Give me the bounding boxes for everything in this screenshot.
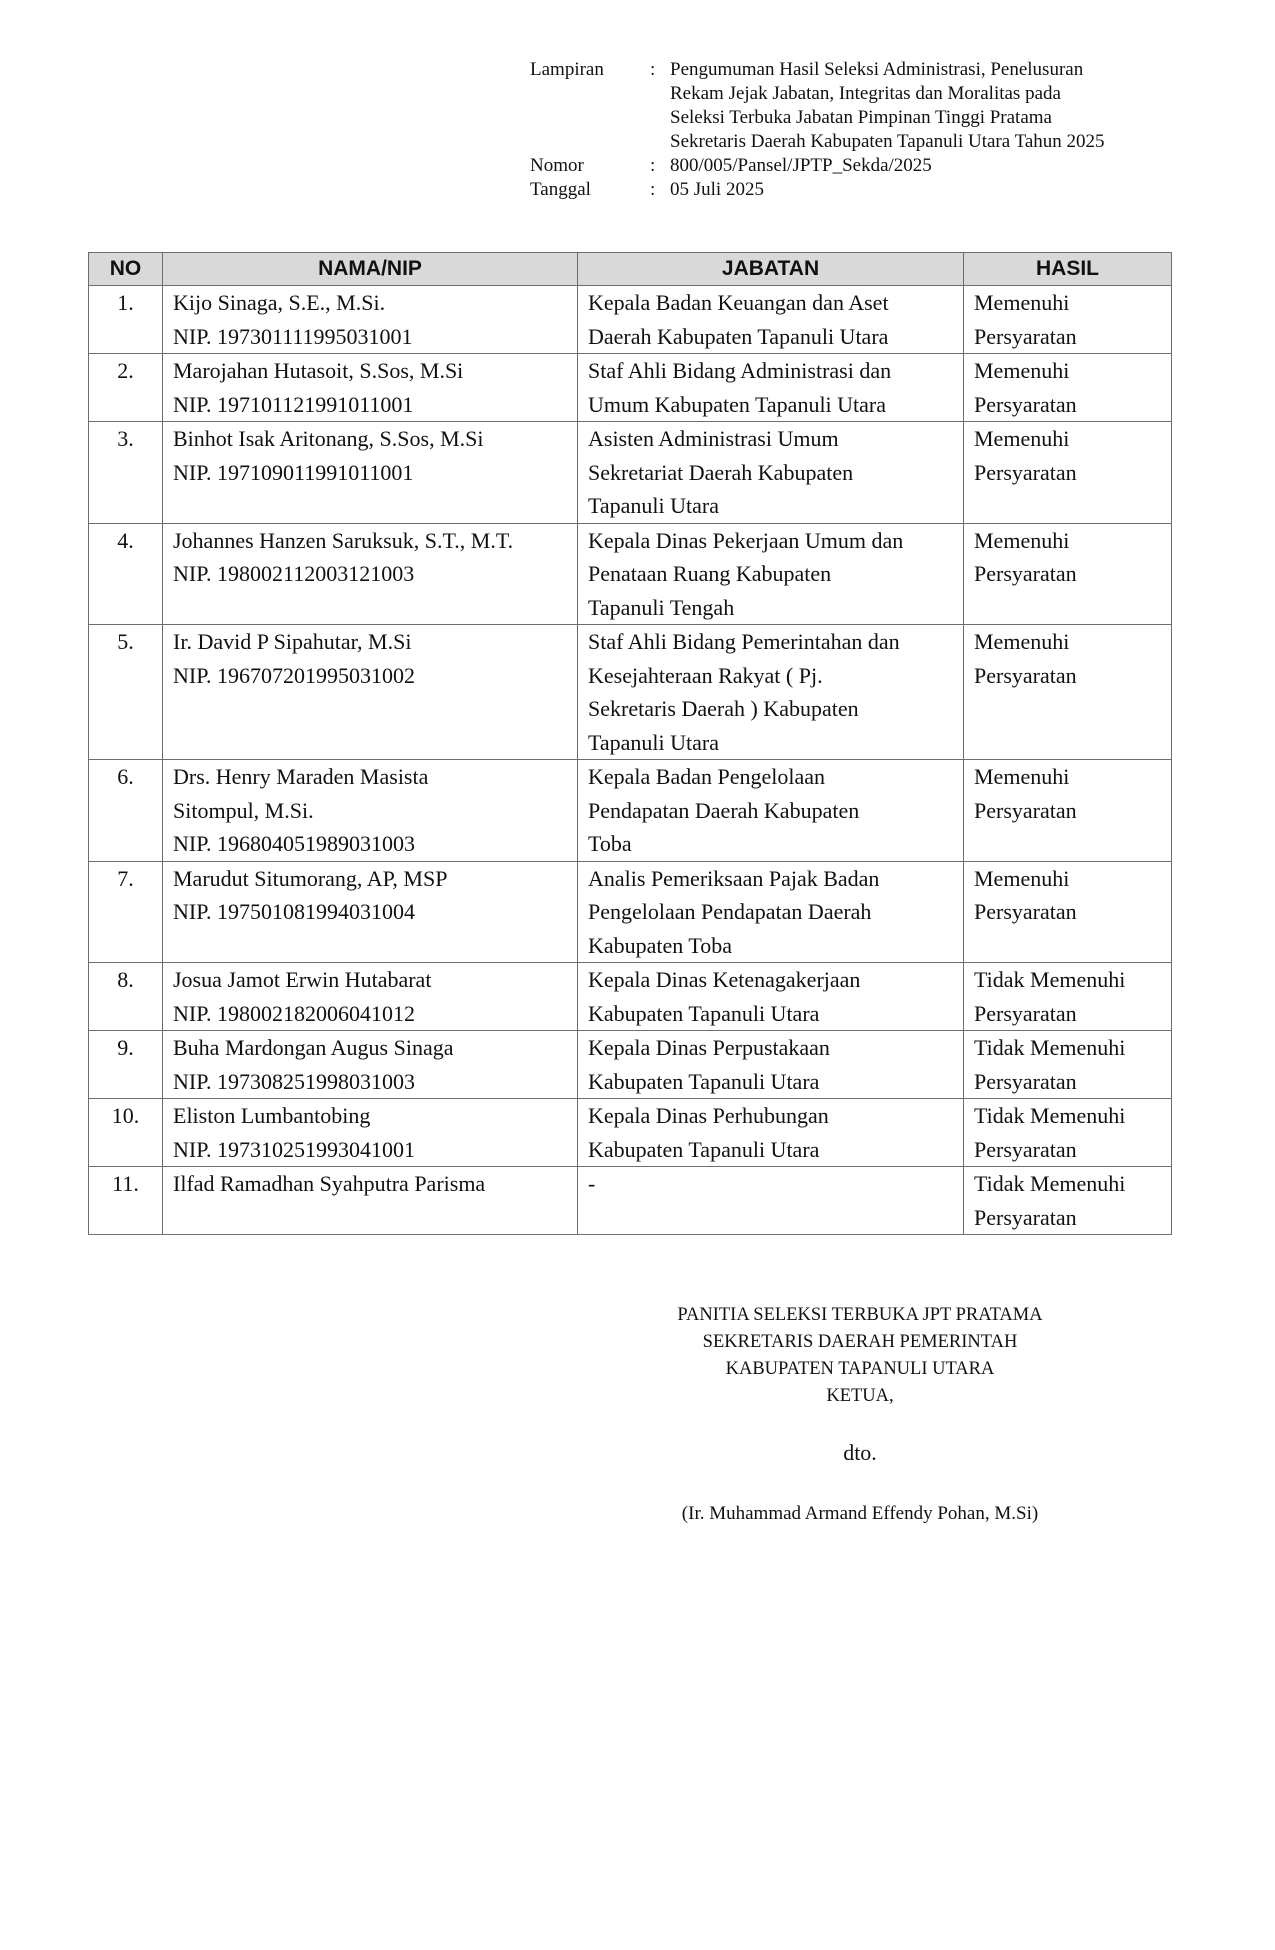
- nama-line: Buha Mardongan Augus Sinaga: [173, 1035, 454, 1060]
- cell-nama: [163, 625, 578, 760]
- lampiran-line: Pengumuman Hasil Seleksi Administrasi, Penelusuran: [670, 59, 1084, 80]
- table-row: [89, 760, 1172, 862]
- table-row: [89, 523, 1172, 625]
- signature-line: PANITIA SELEKSI TERBUKA JPT PRATAMA: [677, 1305, 1043, 1325]
- nama-line: NIP. 198002112003121003: [173, 561, 415, 586]
- table-row: [89, 963, 1172, 1031]
- jabatan-line: Pengelolaan Pendapatan Daerah: [588, 899, 872, 924]
- hasil-line: Persyaratan: [974, 797, 1077, 823]
- hasil-line: Persyaratan: [974, 1136, 1077, 1162]
- cell-no: 7.: [89, 861, 163, 963]
- header-no: NO: [89, 253, 163, 286]
- nama-line: NIP. 197308251998031003: [173, 1068, 416, 1094]
- hasil-line: Persyaratan: [974, 459, 1077, 485]
- cell-no: 6.: [89, 760, 163, 862]
- cell-hasil: [964, 1167, 1172, 1235]
- hasil-line: Persyaratan: [974, 1068, 1077, 1094]
- cell-nama: [163, 422, 578, 524]
- cell-jabatan: [578, 1031, 964, 1099]
- hasil-line: Persyaratan: [974, 323, 1077, 349]
- cell-jabatan: [578, 861, 964, 963]
- jabatan-line: Kepala Dinas Ketenagakerjaan: [588, 967, 861, 992]
- table-row: [89, 1167, 1172, 1235]
- header-hasil: HASIL: [964, 253, 1172, 286]
- nama-line: Marojahan Hutasoit, S.Sos, M.Si: [173, 358, 464, 383]
- jabatan-line: Umum Kabupaten Tapanuli Utara: [588, 391, 887, 417]
- jabatan-line: Kepala Badan Keuangan dan Aset: [588, 290, 889, 315]
- cell-hasil: [964, 1099, 1172, 1167]
- hasil-line: Memenuhi: [974, 358, 1070, 383]
- cell-no: 3.: [89, 422, 163, 524]
- hasil-line: Memenuhi: [974, 764, 1070, 789]
- jabatan-line: -: [588, 1171, 596, 1196]
- nama-line: Sitompul, M.Si.: [173, 797, 314, 823]
- results-table: [88, 252, 1172, 1235]
- jabatan-line: Kabupaten Tapanuli Utara: [588, 1000, 820, 1026]
- jabatan-line: Sekretariat Daerah Kabupaten: [588, 459, 854, 485]
- cell-no: 4.: [89, 523, 163, 625]
- cell-jabatan: [578, 422, 964, 524]
- nama-line: Binhot Isak Aritonang, S.Sos, M.Si: [173, 426, 484, 451]
- nomor-colon: :: [650, 155, 656, 176]
- nama-line: Drs. Henry Maraden Masista: [173, 764, 429, 789]
- cell-no: 10.: [89, 1099, 163, 1167]
- jabatan-line: Kepala Dinas Pekerjaan Umum dan: [588, 527, 904, 553]
- cell-jabatan: [578, 523, 964, 625]
- table-row: [89, 286, 1172, 354]
- cell-hasil: [964, 354, 1172, 422]
- jabatan-line: Sekretaris Daerah ) Kabupaten: [588, 696, 859, 721]
- signature-block: [600, 1302, 1120, 1410]
- hasil-line: Memenuhi: [974, 629, 1070, 654]
- cell-jabatan: [578, 963, 964, 1031]
- cell-no: 11.: [89, 1167, 163, 1235]
- header-jabatan: JABATAN: [578, 253, 964, 286]
- table-row: [89, 1099, 1172, 1167]
- nama-line: Eliston Lumbantobing: [173, 1103, 371, 1128]
- cell-no: 1.: [89, 286, 163, 354]
- cell-jabatan: [578, 354, 964, 422]
- jabatan-line: Tapanuli Tengah: [588, 594, 735, 620]
- cell-nama: [163, 760, 578, 862]
- signature-dto: dto.: [843, 1440, 877, 1465]
- jabatan-line: Tapanuli Utara: [588, 493, 720, 518]
- jabatan-line: Pendapatan Daerah Kabupaten: [588, 797, 860, 823]
- lampiran-line: Sekretaris Daerah Kabupaten Tapanuli Utara Tahun 2025: [670, 131, 1105, 152]
- hasil-line: Persyaratan: [974, 1204, 1077, 1230]
- nama-line: NIP. 197301111995031001: [173, 323, 413, 349]
- cell-nama: [163, 523, 578, 625]
- nomor-row: [530, 154, 1160, 178]
- jabatan-line: Tapanuli Utara: [588, 729, 720, 755]
- nama-line: NIP. 197310251993041001: [173, 1136, 416, 1162]
- table-header-row: [89, 253, 1172, 286]
- hasil-line: Persyaratan: [974, 899, 1077, 924]
- cell-jabatan: [578, 1099, 964, 1167]
- signature-line: SEKRETARIS DAERAH PEMERINTAH: [702, 1332, 1018, 1352]
- cell-jabatan: [578, 286, 964, 354]
- signature-line: KABUPATEN TAPANULI UTARA: [725, 1359, 995, 1379]
- nama-line: NIP. 196707201995031002: [173, 662, 416, 688]
- table-row: [89, 625, 1172, 760]
- nama-line: Marudut Situmorang, AP, MSP: [173, 865, 448, 891]
- header-nama-nip: NAMA/NIP: [163, 253, 578, 286]
- cell-hasil: [964, 422, 1172, 524]
- cell-no: 2.: [89, 354, 163, 422]
- nomor-label: Nomor: [530, 155, 584, 176]
- cell-jabatan: [578, 625, 964, 760]
- document-header: [530, 58, 1160, 202]
- jabatan-line: Kesejahteraan Rakyat ( Pj.: [588, 662, 823, 688]
- cell-nama: [163, 963, 578, 1031]
- cell-hasil: [964, 625, 1172, 760]
- jabatan-line: Kepala Dinas Perhubungan: [588, 1103, 829, 1128]
- table-row: [89, 1031, 1172, 1099]
- table-row: [89, 861, 1172, 963]
- tanggal-row: [530, 178, 1160, 202]
- nomor-value: 800/005/Pansel/JPTP_Sekda/2025: [670, 155, 932, 176]
- tanggal-value: 05 Juli 2025: [670, 179, 764, 200]
- lampiran-line: Rekam Jejak Jabatan, Integritas dan Moralitas pada: [670, 83, 1061, 104]
- hasil-line: Persyaratan: [974, 1000, 1077, 1026]
- nama-line: Kijo Sinaga, S.E., M.Si.: [173, 290, 386, 315]
- hasil-line: Memenuhi: [974, 527, 1070, 553]
- cell-no: 8.: [89, 963, 163, 1031]
- cell-nama: [163, 861, 578, 963]
- signature-role: KETUA,: [826, 1386, 894, 1406]
- cell-jabatan: [578, 1167, 964, 1235]
- nama-line: NIP. 196804051989031003: [173, 831, 416, 856]
- hasil-line: Tidak Memenuhi: [974, 967, 1126, 992]
- cell-hasil: [964, 760, 1172, 862]
- jabatan-line: Analis Pemeriksaan Pajak Badan: [588, 865, 880, 891]
- nama-line: Josua Jamot Erwin Hutabarat: [173, 967, 432, 992]
- jabatan-line: Daerah Kabupaten Tapanuli Utara: [588, 323, 889, 349]
- cell-hasil: [964, 1031, 1172, 1099]
- jabatan-line: Kepala Dinas Perpustakaan: [588, 1035, 830, 1060]
- jabatan-line: Kabupaten Toba: [588, 932, 733, 958]
- jabatan-line: Staf Ahli Bidang Pemerintahan dan: [588, 629, 900, 654]
- jabatan-line: Penataan Ruang Kabupaten: [588, 561, 832, 586]
- hasil-line: Tidak Memenuhi: [974, 1035, 1126, 1060]
- cell-jabatan: [578, 760, 964, 862]
- hasil-line: Persyaratan: [974, 561, 1077, 586]
- table-row: [89, 422, 1172, 524]
- table-body: [89, 286, 1172, 1235]
- lampiran-row: [530, 58, 1160, 154]
- cell-hasil: [964, 523, 1172, 625]
- jabatan-line: Asisten Administrasi Umum: [588, 426, 839, 451]
- table-row: [89, 354, 1172, 422]
- nama-line: NIP. 198002182006041012: [173, 1000, 416, 1026]
- nama-line: Ilfad Ramadhan Syahputra Parisma: [173, 1171, 486, 1196]
- jabatan-line: Kabupaten Tapanuli Utara: [588, 1136, 820, 1162]
- cell-nama: [163, 354, 578, 422]
- lampiran-label: Lampiran: [530, 59, 604, 80]
- cell-nama: [163, 1099, 578, 1167]
- tanggal-label: Tanggal: [530, 179, 591, 200]
- cell-hasil: [964, 286, 1172, 354]
- hasil-line: Memenuhi: [974, 426, 1070, 451]
- cell-no: 5.: [89, 625, 163, 760]
- hasil-line: Tidak Memenuhi: [974, 1171, 1126, 1196]
- nama-line: Ir. David P Sipahutar, M.Si: [173, 629, 412, 654]
- cell-nama: [163, 1031, 578, 1099]
- jabatan-line: Staf Ahli Bidang Administrasi dan: [588, 358, 892, 383]
- jabatan-line: Kabupaten Tapanuli Utara: [588, 1068, 820, 1094]
- signatory-name: (Ir. Muhammad Armand Effendy Pohan, M.Si): [681, 1503, 1039, 1524]
- nama-line: NIP. 197101121991011001: [173, 391, 414, 417]
- hasil-line: Memenuhi: [974, 865, 1070, 891]
- cell-nama: [163, 1167, 578, 1235]
- cell-hasil: [964, 861, 1172, 963]
- cell-hasil: [964, 963, 1172, 1031]
- lampiran-colon: :: [650, 59, 656, 80]
- lampiran-value: [670, 58, 1160, 154]
- nama-line: NIP. 197501081994031004: [173, 899, 416, 924]
- hasil-line: Persyaratan: [974, 662, 1077, 688]
- jabatan-line: Toba: [588, 831, 632, 856]
- hasil-line: Persyaratan: [974, 391, 1077, 417]
- nama-line: NIP. 197109011991011001: [173, 459, 414, 485]
- hasil-line: Memenuhi: [974, 290, 1070, 315]
- nama-line: Johannes Hanzen Saruksuk, S.T., M.T.: [173, 527, 514, 553]
- jabatan-line: Kepala Badan Pengelolaan: [588, 764, 826, 789]
- hasil-line: Tidak Memenuhi: [974, 1103, 1126, 1128]
- cell-no: 9.: [89, 1031, 163, 1099]
- cell-nama: [163, 286, 578, 354]
- lampiran-line: Seleksi Terbuka Jabatan Pimpinan Tinggi Pratama: [670, 107, 1052, 128]
- tanggal-colon: :: [650, 179, 656, 200]
